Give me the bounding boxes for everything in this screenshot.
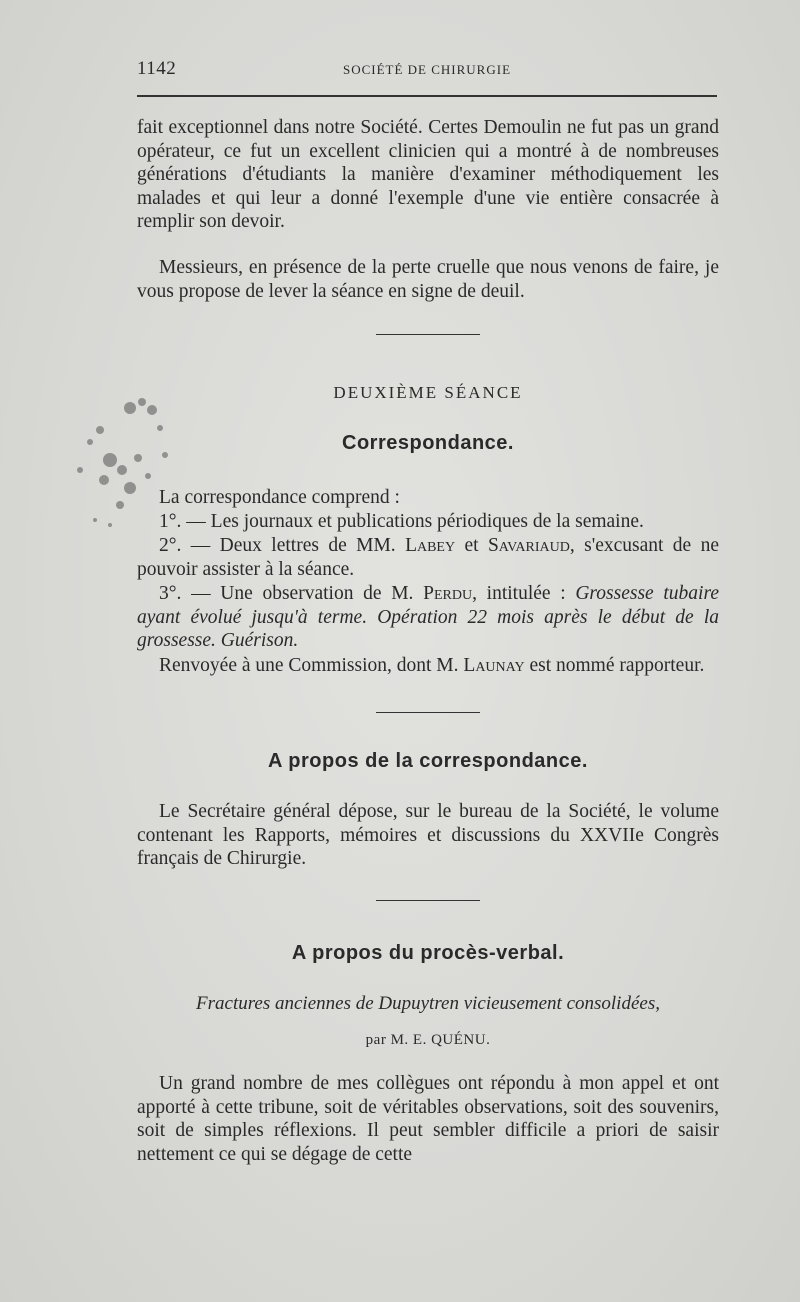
item-3-mid: , intitulée : [472,583,576,604]
referral-text: Renvoyée à une Commission, dont M. [159,655,464,676]
paragraph-demoulin: fait exceptionnel dans notre Société. Certes Demoulin ne fut pas un grand opérateur, ce fut un excellent clinicien qui a montré à de nombreuses générations d'étudiants la manière d'examiner méthodiquement les malades et qui leur a donné l'exemple d'une vie entière consacrée à remplir son devoir. [137,117,719,232]
item-2-text: 2°. — Deux lettres de MM. [159,535,406,556]
article-byline: par M. E. QUÉNU. [365,1032,491,1048]
name-savariaud: Savariaud [487,535,570,556]
correspondance-item-3 [137,582,719,653]
item-2-conj: et [455,535,488,556]
name-launay: Launay [463,655,525,676]
item-2-rest: , s'excusant de ne pouvoir assister à la séance. [137,535,719,580]
page-number: 1142 [137,58,177,79]
separator-rule [376,900,480,901]
article-subtitle: Fractures anciennes de Dupuytren vicieusement consolidées, [196,993,660,1014]
item-3-title: Grossesse tubaire ayant évolué jusqu'à terme. Opération 22 mois après le début de la grossesse. Guérison. [137,583,719,651]
name-labey: Labey [405,535,456,556]
page-header [137,58,717,82]
correspondance-referral [137,654,719,678]
separator-rule [376,712,480,713]
correspondance-intro: La correspondance comprend : [159,487,400,508]
paragraph-closing: Messieurs, en présence de la perte cruelle que nous venons de faire, je vous propose de lever la séance en signe de deuil. [137,257,719,302]
heading-correspondance: Correspondance. [342,432,514,454]
referral-rest: est nommé rapporteur. [524,655,705,676]
separator-rule [376,334,480,335]
session-title: DEUXIÈME SÉANCE [333,383,523,402]
name-perdu: Perdu [423,583,473,604]
correspondance-item-2 [137,534,719,581]
paragraph-secretaire: Le Secrétaire général dépose, sur le bureau de la Société, le volume contenant les Rapports, mémoires et discussions du XXVIIe Congrès français de Chirurgie. [137,801,719,869]
correspondance-item-1: 1°. — Les journaux et publications périodiques de la semaine. [159,511,644,532]
item-3-text: 3°. — Une observation de M. [159,583,424,604]
heading-apropos-proces-verbal: A propos du procès-verbal. [291,942,565,964]
header-rule [137,95,717,97]
running-title: SOCIÉTÉ DE CHIRURGIE [342,62,512,77]
paragraph-quenu: Un grand nombre de mes collègues ont répondu à mon appel et ont apporté à cette tribune, soit de véritables observations, soit des souvenirs, soit de simples réflexions. Il peut sembler difficile a priori de saisir nettement ce qui se dégage de cette [137,1073,719,1165]
heading-apropos-correspondance: A propos de la correspondance. [268,750,588,772]
